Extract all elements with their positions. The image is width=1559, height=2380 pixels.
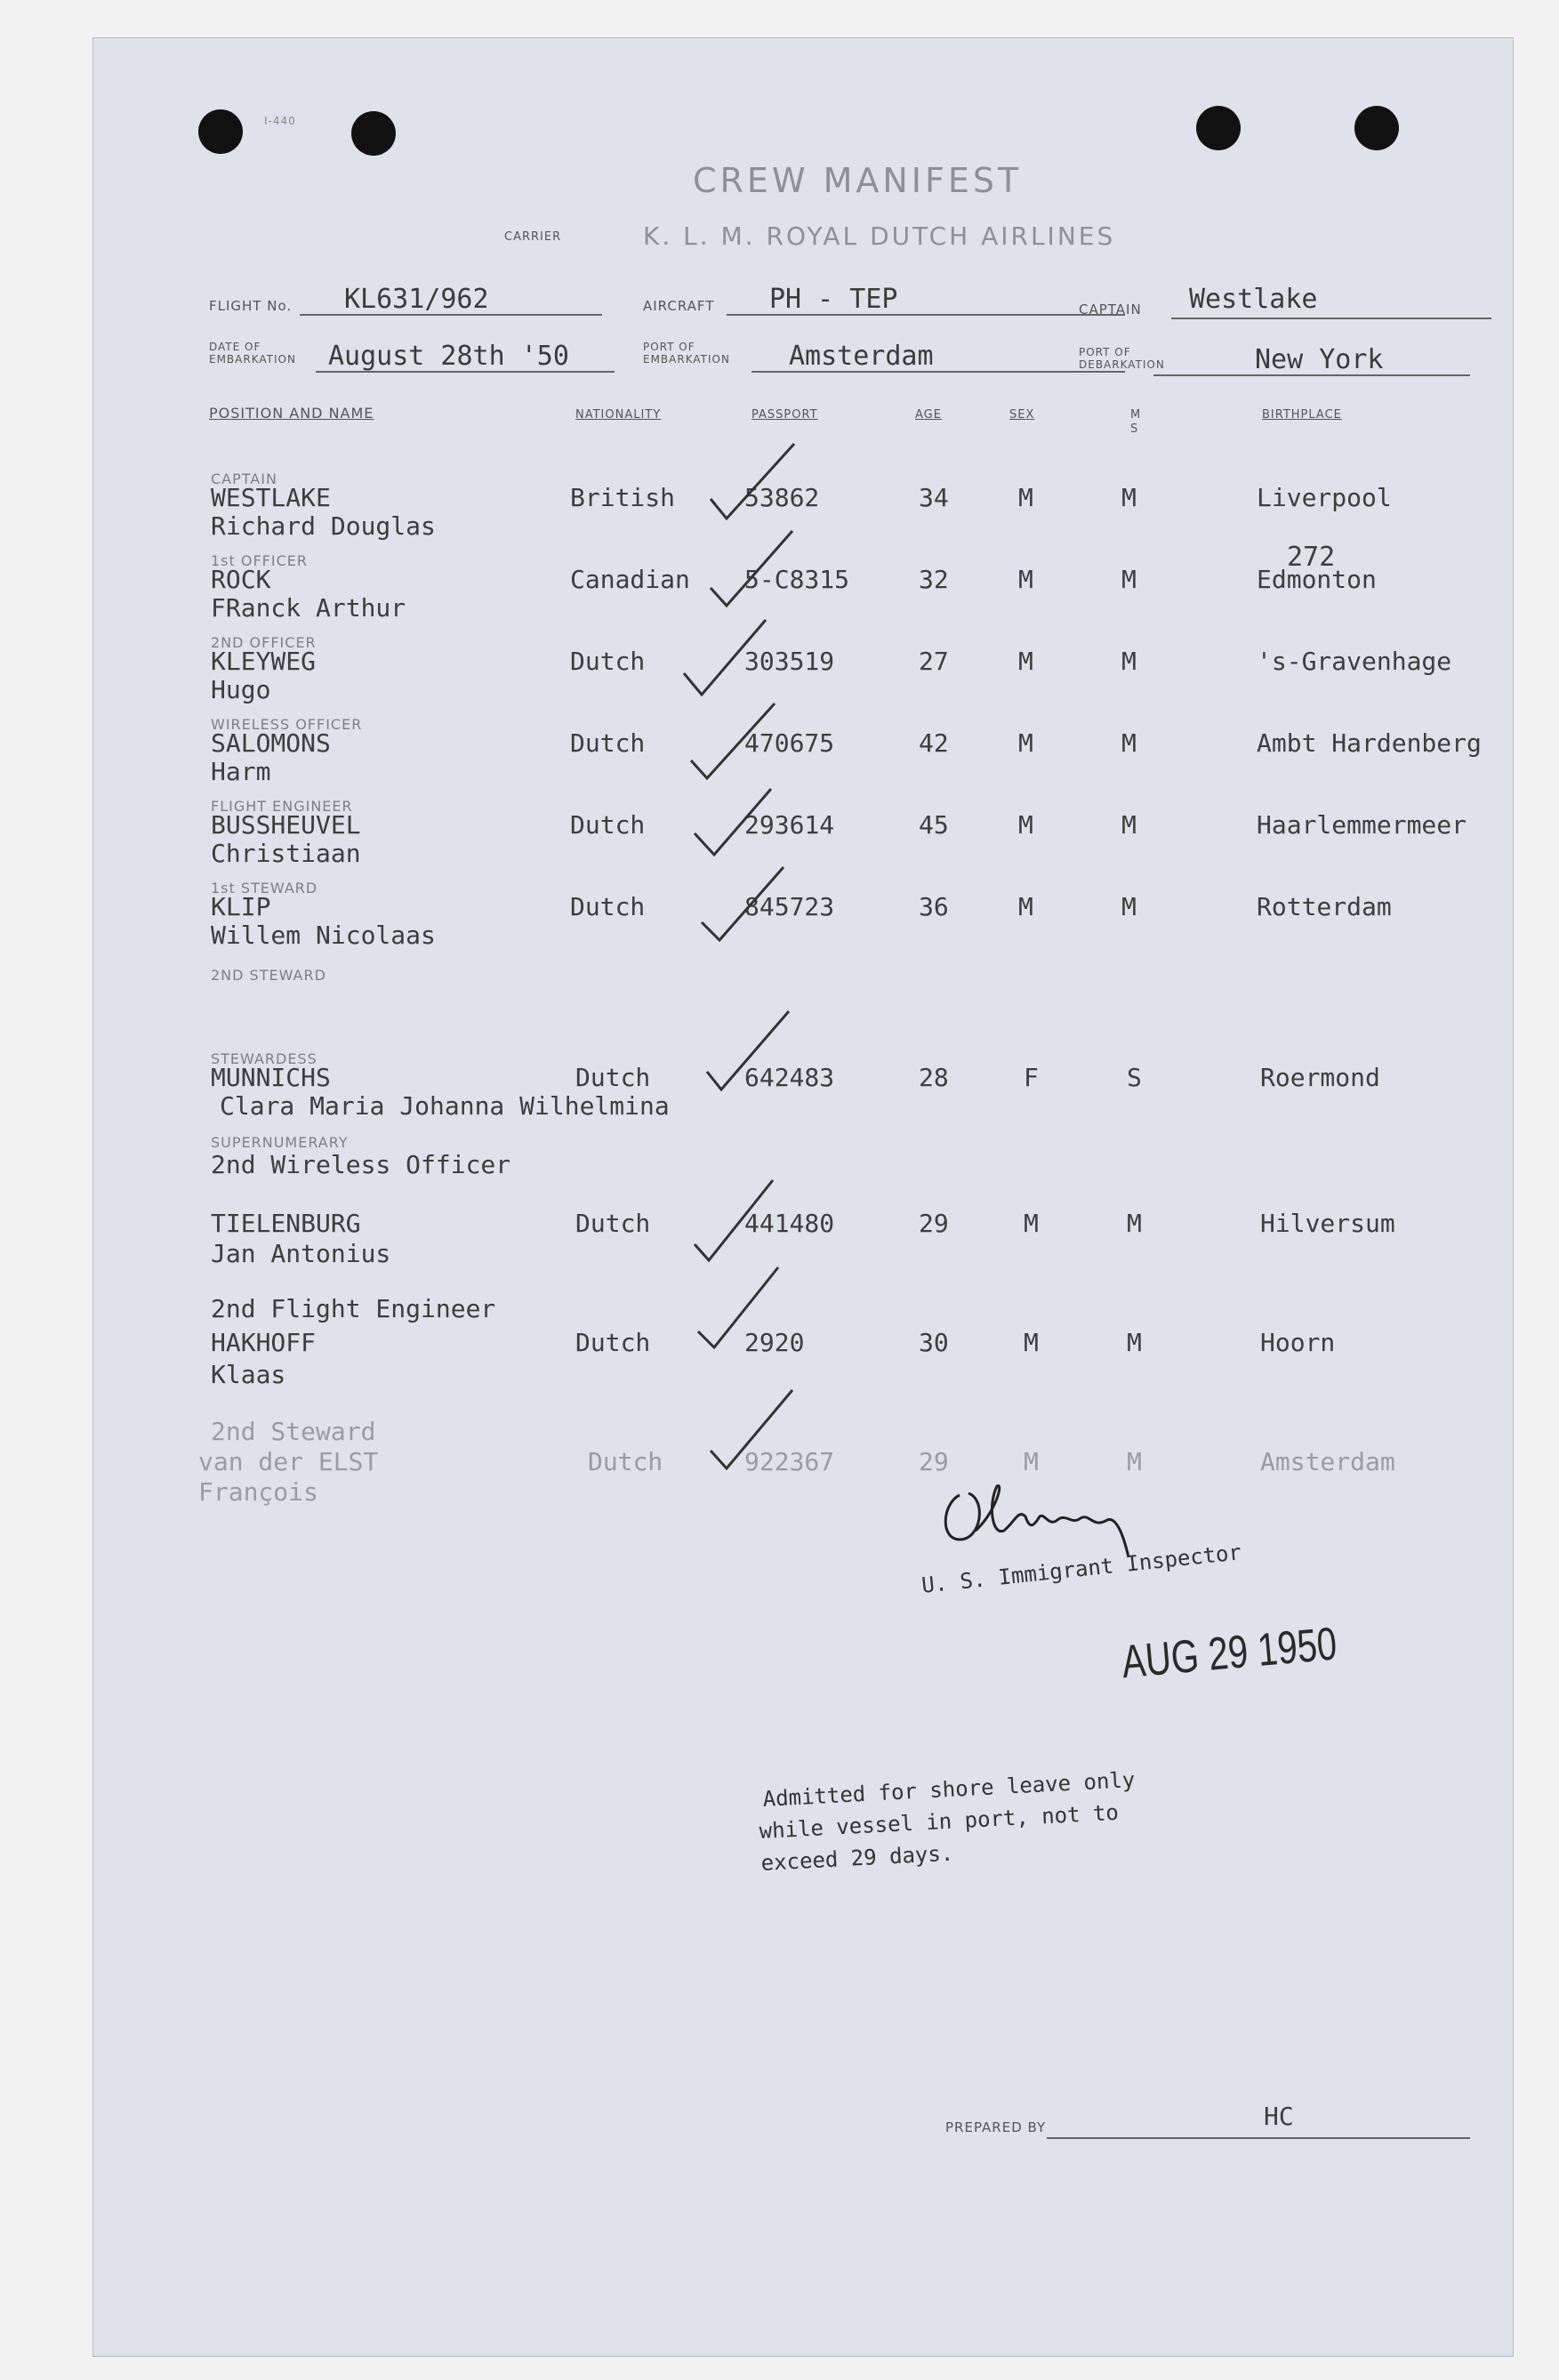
flight-label: FLIGHT No. [209,298,293,314]
aircraft-reg: PH - TEP [769,284,898,315]
margin-number: 272 [1287,542,1336,573]
crew-row: TIELENBURG Jan Antonius Dutch 441480 29 M M Hilversum [211,1209,1395,1268]
embarkation-date: August 28th '50 [328,341,569,372]
col-position: POSITION AND NAME [209,405,374,422]
crew-row: STEWARDESS MUNNICHS Clara Maria Johanna Wilhelmina Dutch 642483 28 F S Roermond [211,1050,1380,1121]
flight-number: KL631/962 [344,284,489,315]
col-age: AGE [915,408,942,422]
crew-row: CAPTAIN WESTLAKE Richard Douglas British 53862 34 M M Liverpool [211,470,1392,541]
port-dis-label: PORT OF DEBARKATION [1079,346,1165,371]
admitted-line-3: exceed 29 days. [760,1840,954,1876]
check-mark-icon [695,1262,792,1351]
admitted-line-2: while vessel in port, not to [759,1799,1120,1844]
carrier-name: K. L. M. ROYAL DUTCH AIRLINES [643,221,1116,251]
punch-hole [1196,106,1241,150]
crew-row: 2ND OFFICER KLEYWEG Hugo Dutch 303519 27 M M 's-Gravenhage [211,634,1452,704]
punch-hole [198,109,243,154]
supernumerary-label: SUPERNUMERARY [211,1134,349,1151]
supernumerary-role: 2nd Wireless Officer [211,1150,511,1179]
date-stamp: AUG 29 1950 [1120,1618,1339,1688]
captain-label: CAPTAIN [1079,302,1142,318]
prepared-label: PREPARED BY [945,2119,1047,2135]
embarkation-port: Amsterdam [789,341,934,372]
crew-row: WIRELESS OFFICER SALOMONS Harm Dutch 470675 42 M M Ambt Hardenberg [211,716,1482,786]
crew-row: 1st OFFICER ROCK FRanck Arthur Canadian 5-C8315 32 M M Edmonton [211,552,1377,623]
aircraft-label: AIRCRAFT [643,298,715,314]
debarkation-port: New York [1255,344,1384,375]
check-mark-icon [687,696,785,785]
port-emb-label: PORT OF EMBARKATION [643,341,730,366]
check-mark-icon [707,1383,805,1472]
check-mark-icon [703,1006,801,1095]
col-birthplace: BIRTHPLACE [1262,408,1342,422]
crew-row: 2nd Steward van der ELST François Dutch 922367 29 M M Amsterdam [198,1417,1395,1507]
punch-hole [351,111,396,156]
crew-row: FLIGHT ENGINEER BUSSHEUVEL Christiaan Dutch 293614 45 M M Haarlemmermeer [211,798,1467,868]
check-mark-icon [680,615,778,704]
crew-row: 2nd Flight Engineer HAKHOFF Klaas Dutch 2920 30 M M Hoorn [211,1294,1336,1389]
check-mark-icon [707,524,805,613]
second-steward-label: 2ND STEWARD [211,967,326,984]
check-mark-icon [707,438,805,527]
col-nationality: NATIONALITY [575,408,662,422]
page-title: CREW MANIFEST [693,161,1023,200]
form-number: I-440 [264,115,296,127]
manifest-page [92,37,1514,2357]
check-mark-icon [691,1175,789,1264]
col-marital: M S [1130,408,1142,436]
date-label: DATE OF EMBARKATION [209,341,296,366]
prepared-by: HC [1264,2102,1294,2131]
check-mark-icon [698,858,796,947]
inspector-line: U. S. Immigrant Inspector [920,1540,1243,1598]
carrier-label: CARRIER [504,230,562,244]
admitted-line-1: Admitted for shore leave only [762,1767,1136,1812]
col-passport: PASSPORT [751,408,818,422]
check-mark-icon [691,780,789,869]
punch-hole [1354,106,1399,150]
captain-name: Westlake [1189,284,1318,315]
crew-row: 1st STEWARD KLIP Willem Nicolaas Dutch 845723 36 M M Rotterdam [211,880,1392,950]
col-sex: SEX [1009,408,1035,422]
